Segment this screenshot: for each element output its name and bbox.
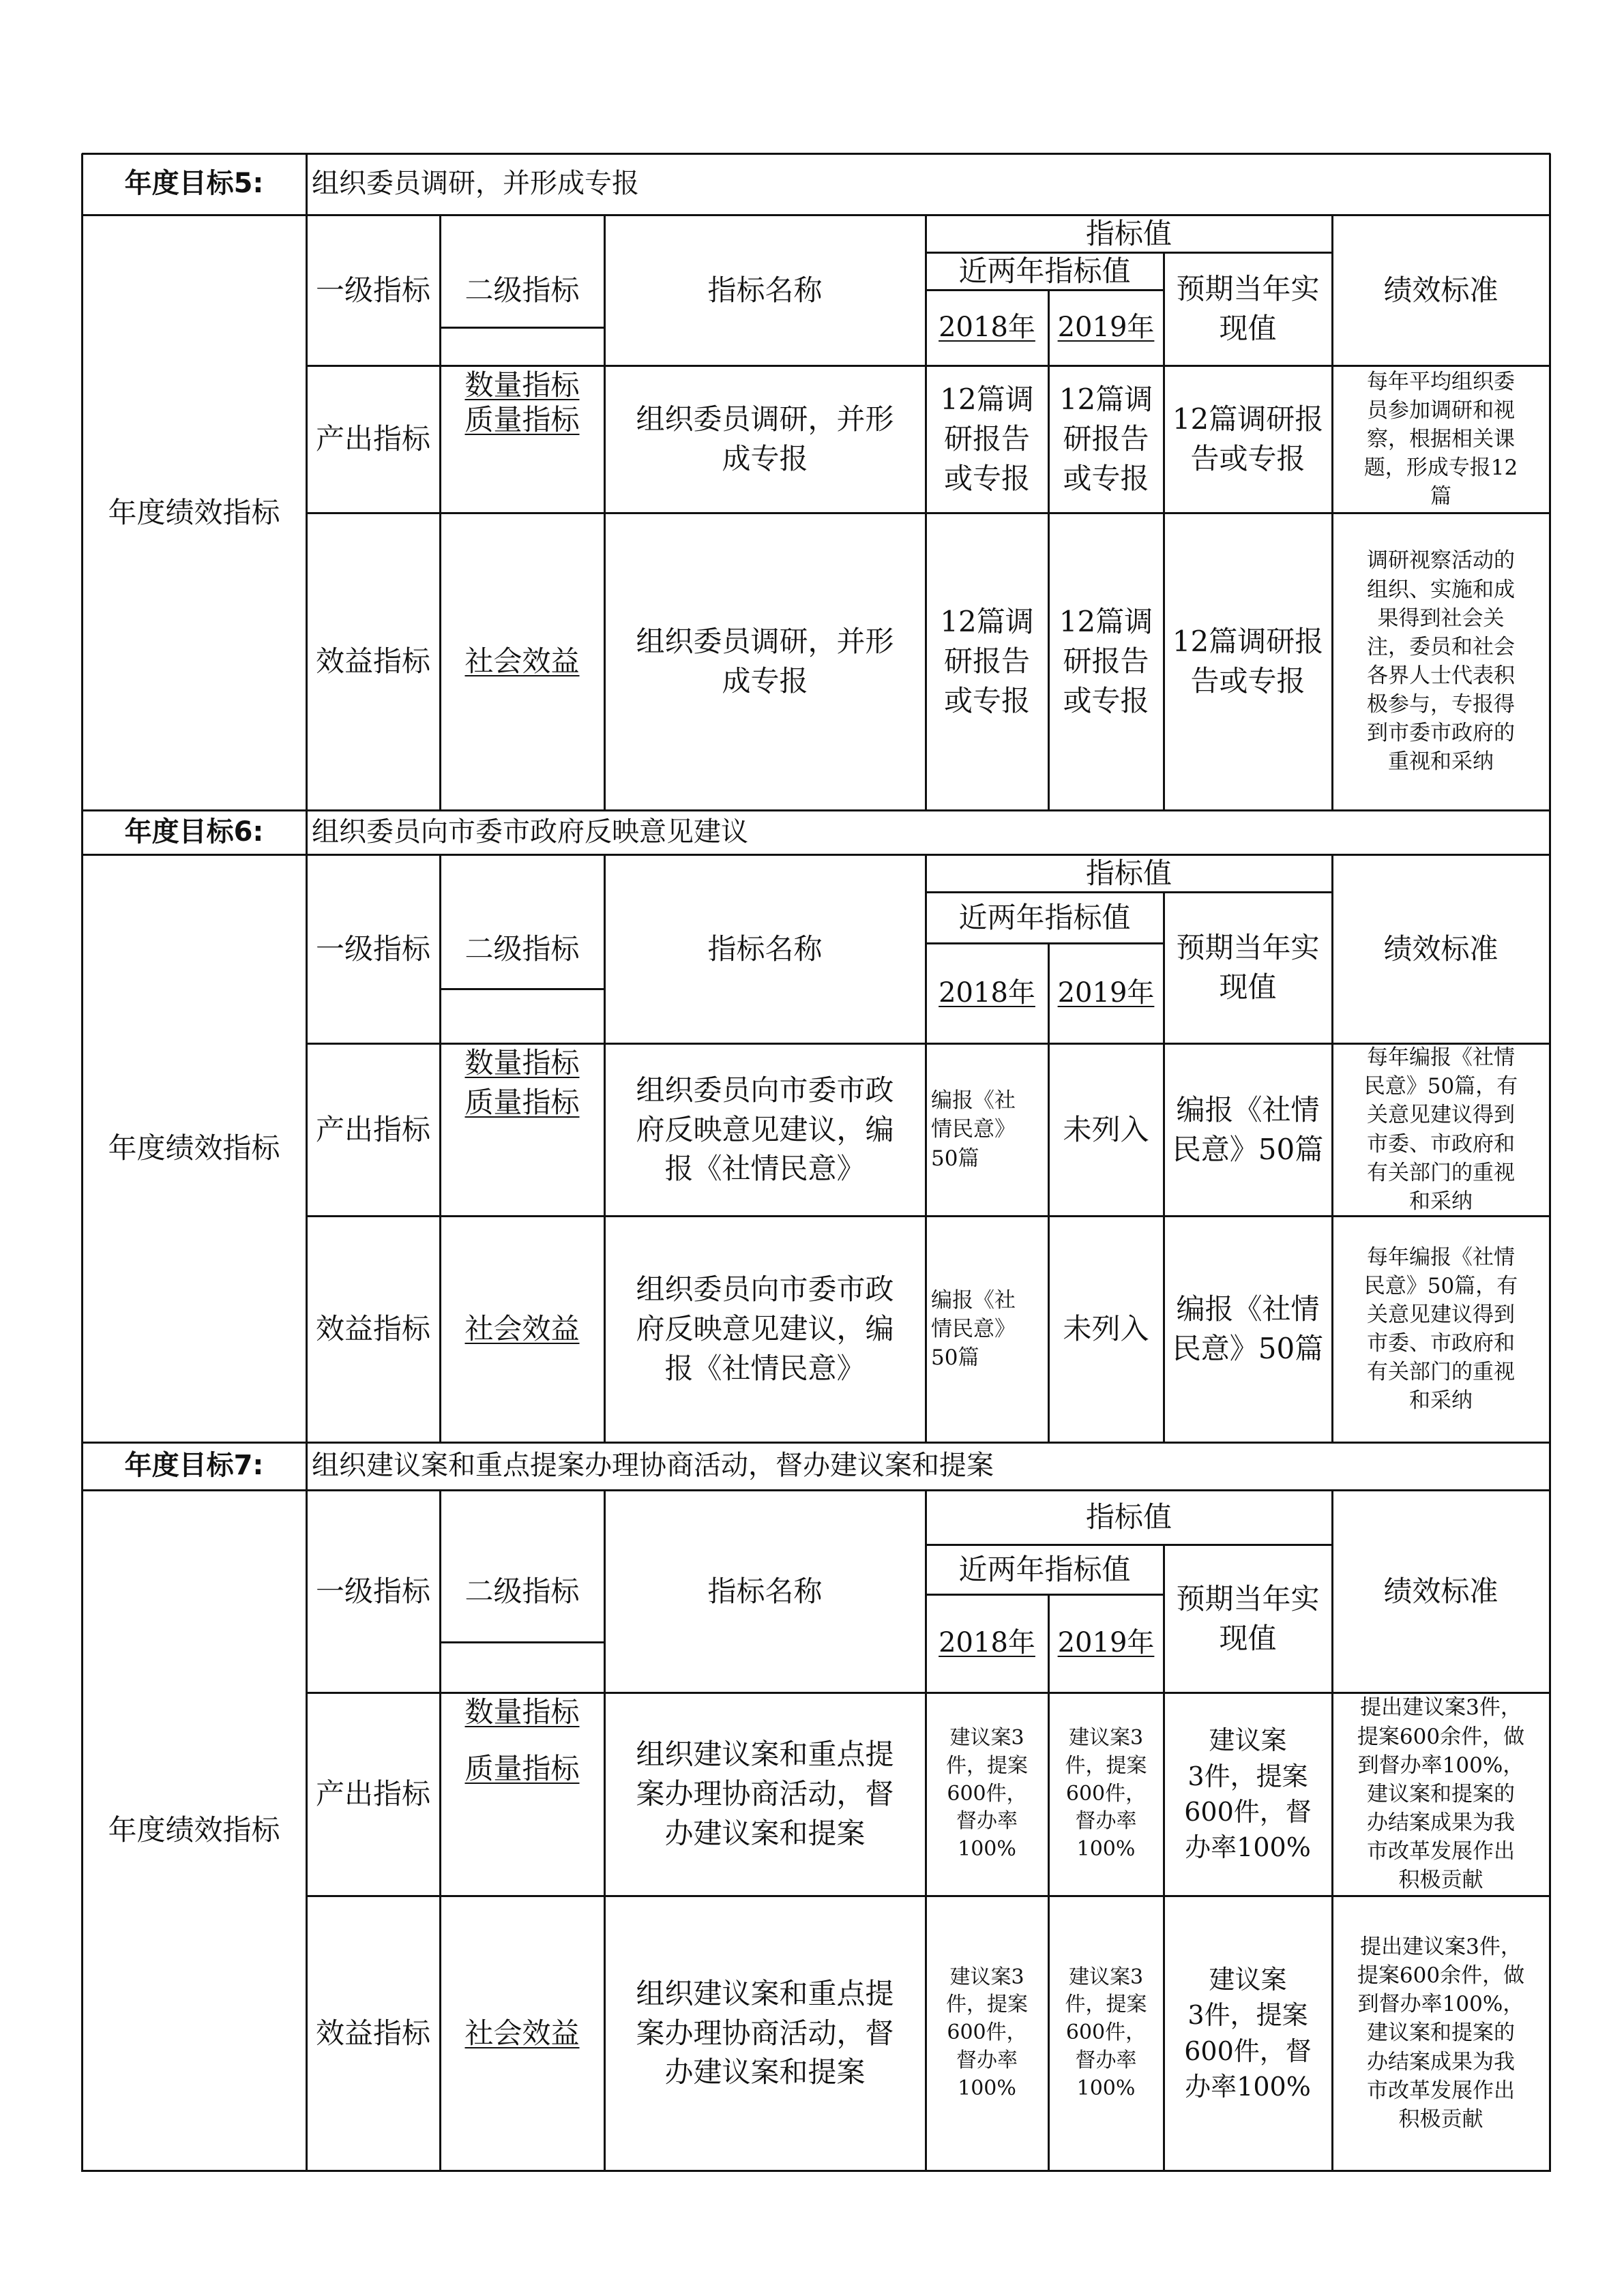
table-rule [1048,1594,1050,2172]
goal-text: 组织建议案和重点提案办理协商活动，督办建议案和提案 [312,1450,994,1482]
table-rule [82,214,1550,216]
output-performance-standard: 每年平均组织委 员参加调研和视 察，根据相关课 题，形成专报12 篇 [1363,369,1518,509]
output-indicator-label: 产出指标 [315,1112,430,1146]
benefit-indicator-name: 组织委员向市委市政 府反映意见建议，编 报《社情民意》 [636,1272,894,1385]
table-rule [1163,252,1165,811]
benefit-performance-standard: 提出建议案3件， 提案600余件，做 到督办率100%， 建议案和提案的 办结案成果为我 市改革发展作出 积极贡献 [1357,1934,1525,2132]
header-year-2019: 2019年 [1057,1627,1155,1659]
social-benefit-label: 社会效益 [464,2016,580,2050]
header-level2: 二级指标 [464,931,580,966]
annual-performance-indicators-label: 年度绩效指标 [108,1131,280,1165]
benefit-value-2018: 建议案3 件，提案 600件， 督办率 100% [946,1965,1028,2100]
output-value-2018: 建议案3 件，提案 600件， 督办率 100% [946,1726,1028,1862]
output-expected-value: 12篇调研报 告或专报 [1172,402,1324,475]
table-rule [1549,1442,1551,2172]
table-rule [81,153,83,811]
header-recent-values: 近两年指标值 [958,1552,1131,1586]
header-year-2018: 2018年 [939,976,1035,1009]
benefit-expected-value: 12篇调研报 告或专报 [1172,625,1324,698]
table-rule [306,1895,1550,1897]
output-performance-standard: 提出建议案3件， 提案600余件，做 到督办率100%， 建议案和提案的 办结案成果为我 市改革发展作出 积极贡献 [1357,1695,1525,1893]
table-rule [926,252,1333,254]
table-rule [440,1641,605,1643]
table-rule [604,215,606,811]
table-rule [440,327,605,329]
output-expected-value: 建议案 3件，提案 600件，督 办率100% [1184,1725,1312,1863]
header-performance-standard: 绩效标准 [1383,931,1498,966]
quality-indicator-label: 质量指标 [464,403,580,437]
goal-label: 年度目标7: [124,1450,264,1482]
table-rule [306,365,1550,367]
table-rule [1331,1490,1333,2172]
table-rule [306,512,1550,514]
benefit-indicator-label: 效益指标 [315,2016,430,2050]
table-rule [82,1489,1550,1491]
benefit-expected-value: 建议案 3件，提案 600件，督 办率100% [1184,1964,1312,2102]
header-indicator-value: 指标值 [1085,856,1172,890]
output-value-2019: 建议案3 件，提案 600件， 督办率 100% [1065,1726,1147,1862]
goal-text: 组织委员向市委市政府反映意见建议 [312,816,748,848]
table-rule [306,1692,1550,1694]
social-benefit-label: 社会效益 [464,1312,580,1346]
quality-indicator-label: 质量指标 [464,1085,580,1119]
header-indicator-value: 指标值 [1085,216,1172,250]
quantity-indicator-label: 数量指标 [464,1695,580,1729]
table-rule [82,1442,1550,1444]
output-indicator-name: 组织委员调研，并形 成专报 [636,402,894,475]
table-rule [1331,215,1333,811]
benefit-indicator-name: 组织建议案和重点提 案办理协商活动，督 办建议案和提案 [636,1976,894,2089]
header-performance-standard: 绩效标准 [1383,273,1498,307]
table-rule [1048,943,1050,1444]
output-performance-standard: 每年编报《社情 民意》50篇，有 关意见建议得到 市委、市政府和 有关部门的重视 和采纳 [1363,1045,1518,1214]
table-rule [925,854,927,1444]
goal-text: 组织委员调研，并形成专报 [312,168,639,200]
table-rule [82,153,1550,155]
table-rule [1048,290,1050,811]
output-value-2018: 12篇调 研报告 或专报 [940,383,1034,495]
table-rule [1163,892,1165,1444]
quality-indicator-label: 质量指标 [464,1752,580,1786]
header-expected-value: 预期当年实 现值 [1176,272,1320,345]
benefit-value-2019: 未列入 [1063,1312,1149,1346]
table-rule [925,215,927,811]
output-value-2019: 未列入 [1063,1112,1149,1146]
header-level2: 二级指标 [464,1574,580,1608]
table-rule [1331,854,1333,1444]
benefit-expected-value: 编报《社情 民意》50篇 [1172,1292,1324,1365]
quantity-indicator-label: 数量指标 [464,1046,580,1079]
header-year-2019: 2019年 [1057,976,1155,1009]
header-year-2018: 2018年 [939,311,1035,343]
output-indicator-label: 产出指标 [315,422,430,456]
table-rule [439,1490,441,2172]
benefit-value-2018: 12篇调 研报告 或专报 [940,605,1034,717]
table-rule [440,988,605,990]
benefit-indicator-label: 效益指标 [315,1312,430,1346]
goal-label: 年度目标5: [124,168,264,200]
output-value-2018: 编报《社 情民意》 50篇 [931,1088,1016,1171]
benefit-value-2018: 编报《社 情民意》 50篇 [931,1287,1016,1371]
table-rule [926,1544,1333,1546]
header-year-2019: 2019年 [1057,311,1155,343]
benefit-indicator-name: 组织委员调研，并形 成专报 [636,625,894,698]
table-rule [604,854,606,1444]
header-indicator-name: 指标名称 [707,931,823,966]
table-rule [306,1442,308,2172]
table-rule [306,153,308,811]
output-expected-value: 编报《社情 民意》50篇 [1172,1092,1324,1166]
table-rule [1549,153,1551,811]
table-rule [439,854,441,1444]
table-rule [306,1215,1550,1217]
header-expected-value: 预期当年实 现值 [1176,931,1320,1004]
benefit-value-2019: 建议案3 件，提案 600件， 督办率 100% [1065,1965,1147,2100]
header-level1: 一级指标 [315,931,430,966]
table-rule [306,1043,1550,1045]
quantity-indicator-label: 数量指标 [464,368,580,402]
benefit-indicator-label: 效益指标 [315,644,430,679]
annual-performance-indicators-label: 年度绩效指标 [108,495,280,529]
table-rule [81,1442,83,2172]
table-rule [926,289,1164,291]
table-rule [439,215,441,811]
header-level1: 一级指标 [315,273,430,307]
benefit-performance-standard: 调研视察活动的 组织、实施和成 果得到社会关 注，委员和社会 各界人士代表积 极参与，专报得 到市委市政府的 重视和采纳 [1367,548,1515,775]
table-rule [306,810,308,1444]
table-rule [926,942,1164,944]
table-rule [82,2170,1550,2172]
goal-label: 年度目标6: [124,816,264,848]
table-rule [926,1594,1164,1596]
table-rule [926,891,1333,893]
header-level2: 二级指标 [464,273,580,307]
header-recent-values: 近两年指标值 [958,900,1131,934]
header-recent-values: 近两年指标值 [958,254,1131,288]
social-benefit-label: 社会效益 [464,644,580,679]
header-expected-value: 预期当年实 现值 [1176,1581,1320,1655]
header-indicator-value: 指标值 [1085,1500,1172,1534]
benefit-performance-standard: 每年编报《社情 民意》50篇，有 关意见建议得到 市委、市政府和 有关部门的重视 和采纳 [1363,1244,1518,1414]
table-rule [604,1490,606,2172]
output-value-2019: 12篇调 研报告 或专报 [1059,383,1153,495]
benefit-value-2019: 12篇调 研报告 或专报 [1059,605,1153,717]
output-indicator-label: 产出指标 [315,1777,430,1811]
table-rule [82,854,1550,856]
table-rule [1163,1545,1165,2172]
table-rule [1549,810,1551,1444]
header-year-2018: 2018年 [939,1627,1035,1659]
table-rule [82,809,1550,811]
header-level1: 一级指标 [315,1574,430,1608]
annual-performance-indicators-label: 年度绩效指标 [108,1813,280,1847]
table-rule [925,1490,927,2172]
table-rule [81,810,83,1444]
output-indicator-name: 组织建议案和重点提 案办理协商活动，督 办建议案和提案 [636,1738,894,1850]
header-indicator-name: 指标名称 [707,1574,823,1608]
output-indicator-name: 组织委员向市委市政 府反映意见建议，编 报《社情民意》 [636,1073,894,1186]
header-performance-standard: 绩效标准 [1383,1574,1498,1608]
header-indicator-name: 指标名称 [707,273,823,307]
